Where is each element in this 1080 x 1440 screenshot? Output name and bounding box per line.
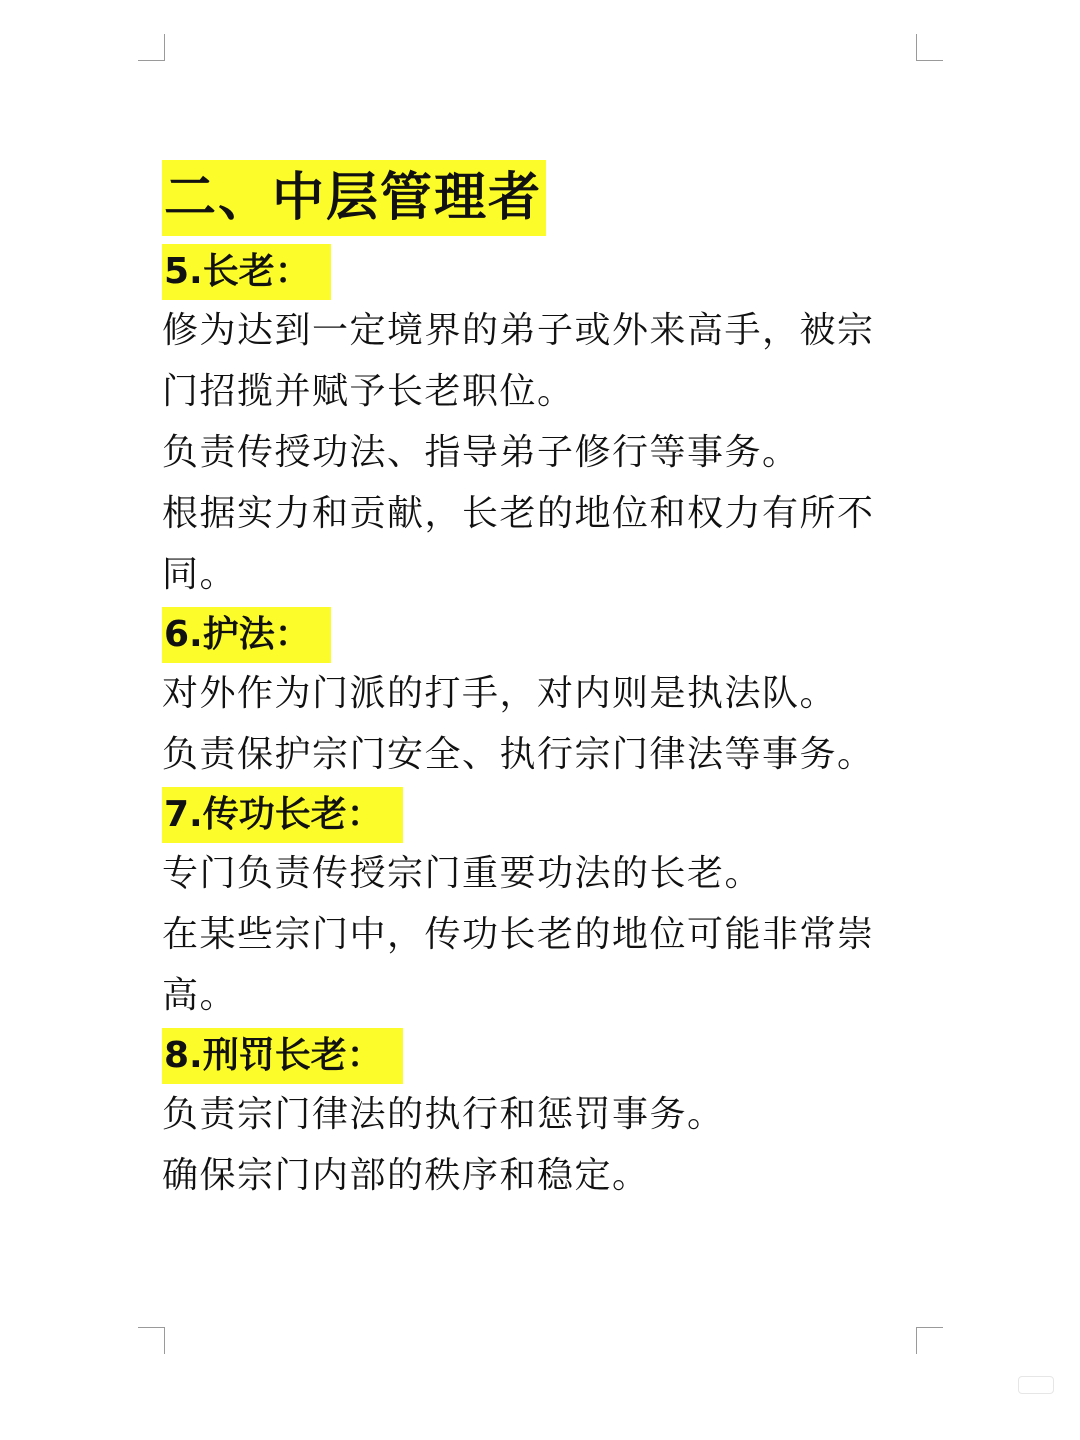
body-line: 负责保护宗门安全、执行宗门律法等事务。: [162, 734, 875, 775]
body-line: 门招揽并赋予长老职位。: [162, 371, 575, 412]
section-elder: [162, 242, 932, 605]
body-line: 专门负责传授宗门重要功法的长老。: [162, 853, 763, 894]
body-line: 高。: [162, 975, 238, 1016]
section-heading: 8.刑罚长老：: [162, 1028, 403, 1084]
watermark-logo: [1018, 1376, 1054, 1394]
body-line: 根据实力和贡献，长老的地位和权力有所不: [162, 493, 875, 534]
section-heading: 5.长老：: [162, 244, 331, 300]
page-corner-mark-top-right: [916, 34, 943, 61]
section-heading: 7.传功长老：: [162, 787, 403, 843]
section-heading: 6.护法：: [162, 607, 331, 663]
body-line: 同。: [162, 554, 238, 595]
body-line: 对外作为门派的打手，对内则是执法队。: [162, 673, 838, 714]
document-body: [162, 160, 932, 1206]
body-line: 负责宗门律法的执行和惩罚事务。: [162, 1094, 725, 1135]
body-line: 负责传授功法、指导弟子修行等事务。: [162, 432, 800, 473]
page-corner-mark-bottom-left: [138, 1327, 165, 1354]
section-teaching-elder: [162, 785, 932, 1026]
page-corner-mark-bottom-right: [916, 1327, 943, 1354]
body-line: 在某些宗门中，传功长老的地位可能非常崇: [162, 914, 875, 955]
body-line: 修为达到一定境界的弟子或外来高手，被宗: [162, 310, 875, 351]
body-line: 确保宗门内部的秩序和稳定。: [162, 1155, 650, 1196]
page-corner-mark-top-left: [138, 34, 165, 61]
section-punishment-elder: [162, 1026, 932, 1206]
page-title: 二、中层管理者: [162, 160, 546, 236]
section-protector: [162, 605, 932, 785]
